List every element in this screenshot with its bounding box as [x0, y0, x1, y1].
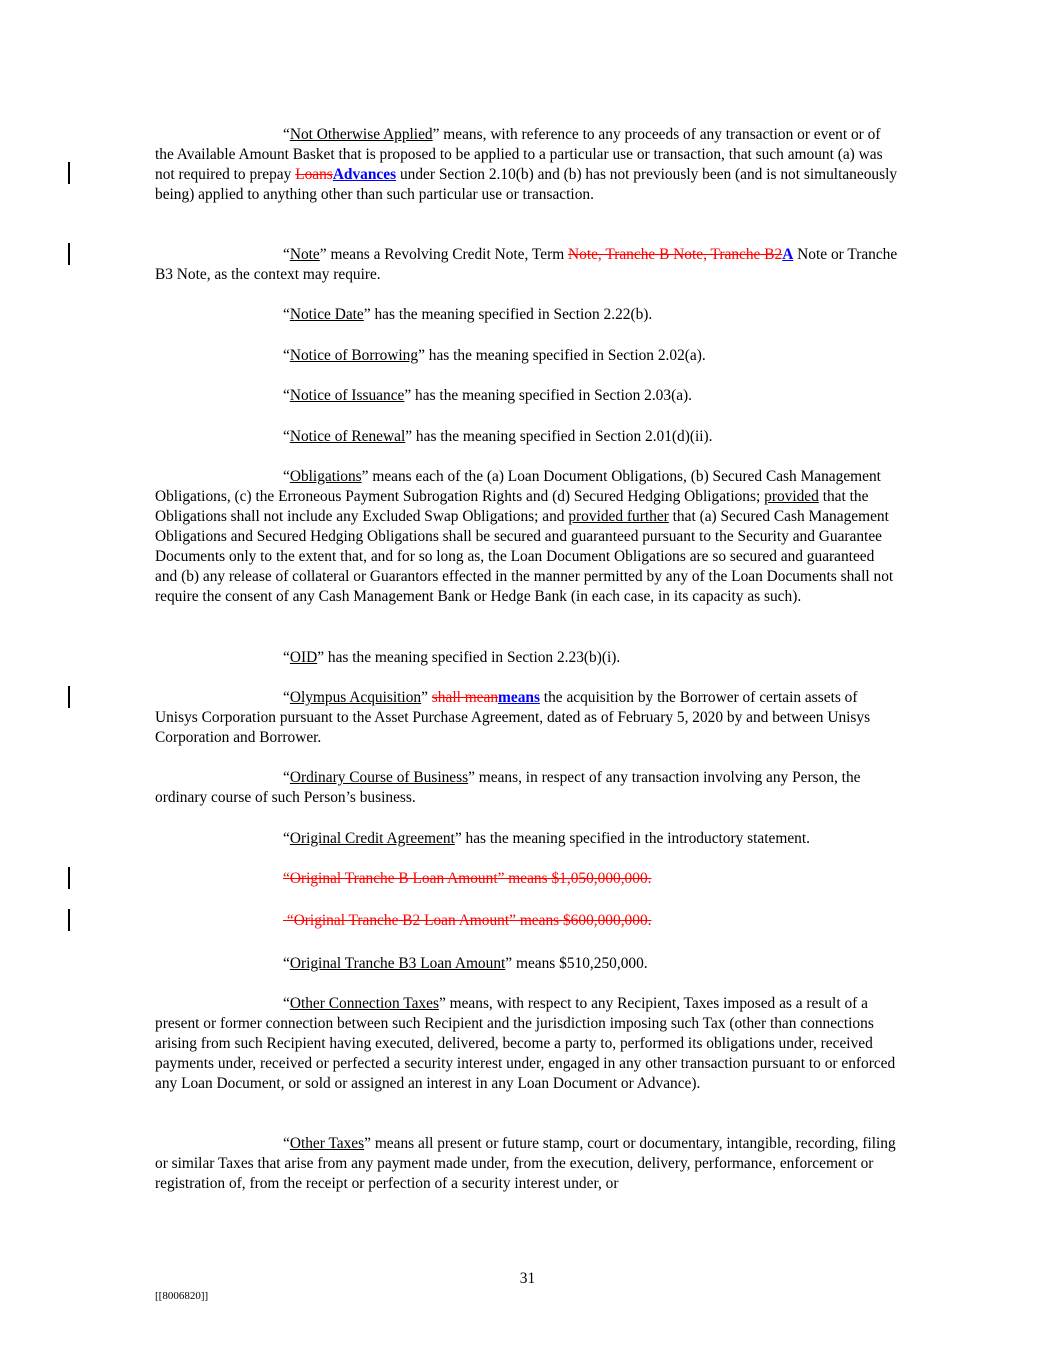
- change-bar: [68, 909, 70, 931]
- page-number: 31: [519, 1270, 536, 1287]
- definition-ordinary-course: “Ordinary Course of Business” means, in respect of any transaction involving any Person, the ordinary course of such Person’s business.: [155, 769, 861, 806]
- change-bar: [68, 162, 70, 184]
- change-bar: [68, 686, 70, 708]
- definition-original-credit-agreement: “Original Credit Agreement” has the meaning specified in the introductory statement.: [283, 830, 810, 847]
- definition-notice-of-renewal: “Notice of Renewal” has the meaning specified in Section 2.01(d)(ii).: [283, 428, 713, 445]
- definition-notice-of-borrowing: “Notice of Borrowing” has the meaning specified in Section 2.02(a).: [283, 347, 706, 364]
- definition-original-tranche-b2-deleted: “Original Tranche B2 Loan Amount” means $600,000,000.: [283, 912, 652, 929]
- definition-other-connection-taxes: “Other Connection Taxes” means, with respect to any Recipient, Taxes imposed as a result of a present or former connection between such Recipient and the jurisdiction imposing such Tax (other than connections arising from such Recipient having executed, delivered, become a party to, performed its obligations under, received payments under, received or perfected a security interest under, engaged in any other transaction pursuant to or enforced any Loan Document, or sold or assigned an interest in any Loan Document or Advance).: [155, 995, 896, 1092]
- definition-not-otherwise-applied: “Not Otherwise Applied” means, with reference to any proceeds of any transaction or event or of the Available Amount Basket that is proposed to be applied to a particular use or transaction, that such amount (a) was not required to prepay LoansAdvances under Section 2.10(b) and (b) has not previously been (and is not simultaneously being) applied to anything other than such particular use or transaction.: [155, 126, 898, 203]
- definition-notice-of-issuance: “Notice of Issuance” has the meaning specified in Section 2.03(a).: [283, 387, 693, 404]
- change-bar: [68, 867, 70, 889]
- definition-notice-date: “Notice Date” has the meaning specified in Section 2.22(b).: [283, 306, 653, 323]
- definition-olympus-acquisition: “Olympus Acquisition” shall meanmeans the acquisition by the Borrower of certain assets of Unisys Corporation pursuant to the Asset Purchase Agreement, dated as of February 5, 2020 by and between Unisys Corporation and Borrower.: [155, 689, 871, 746]
- definition-original-tranche-b-deleted: “Original Tranche B Loan Amount” means $1,050,000,000.: [283, 870, 652, 887]
- definition-note: “Note” means a Revolving Credit Note, Term Note, Tranche B Note, Tranche B2A Note or Tranche B3 Note, as the context may require.: [155, 246, 898, 283]
- definition-obligations: “Obligations” means each of the (a) Loan Document Obligations, (b) Secured Cash Management Obligations, (c) the Erroneous Payment Subrogation Rights and (d) Secured Hedging Obligations; provided that the Obligations shall not include any Excluded Swap Obligations; and provided further that (a) Secured Cash Management Obligations and Secured Hedging Obligations shall be secured and guaranteed pursuant to the Security and Guarantee Documents only to the extent that, and for so long as, the Loan Document Obligations are so secured and guaranteed and (b) any release of collateral or Guarantors effected in the manner permitted by any of the Loan Documents shall not require the consent of any Cash Management Bank or Hedge Bank (in each case, in its capacity as such).: [155, 468, 894, 605]
- definition-oid: “OID” has the meaning specified in Section 2.23(b)(i).: [283, 649, 621, 666]
- definition-original-tranche-b3: “Original Tranche B3 Loan Amount” means $510,250,000.: [283, 955, 648, 972]
- change-bar: [68, 243, 70, 265]
- document-footer-id: [[8006820]]: [155, 1290, 209, 1302]
- definition-other-taxes: “Other Taxes” means all present or future stamp, court or documentary, intangible, recording, filing or similar Taxes that arise from any payment made under, from the execution, delivery, performance, enforcement or registration of, from the receipt or perfection of a security interest under, or: [155, 1135, 896, 1192]
